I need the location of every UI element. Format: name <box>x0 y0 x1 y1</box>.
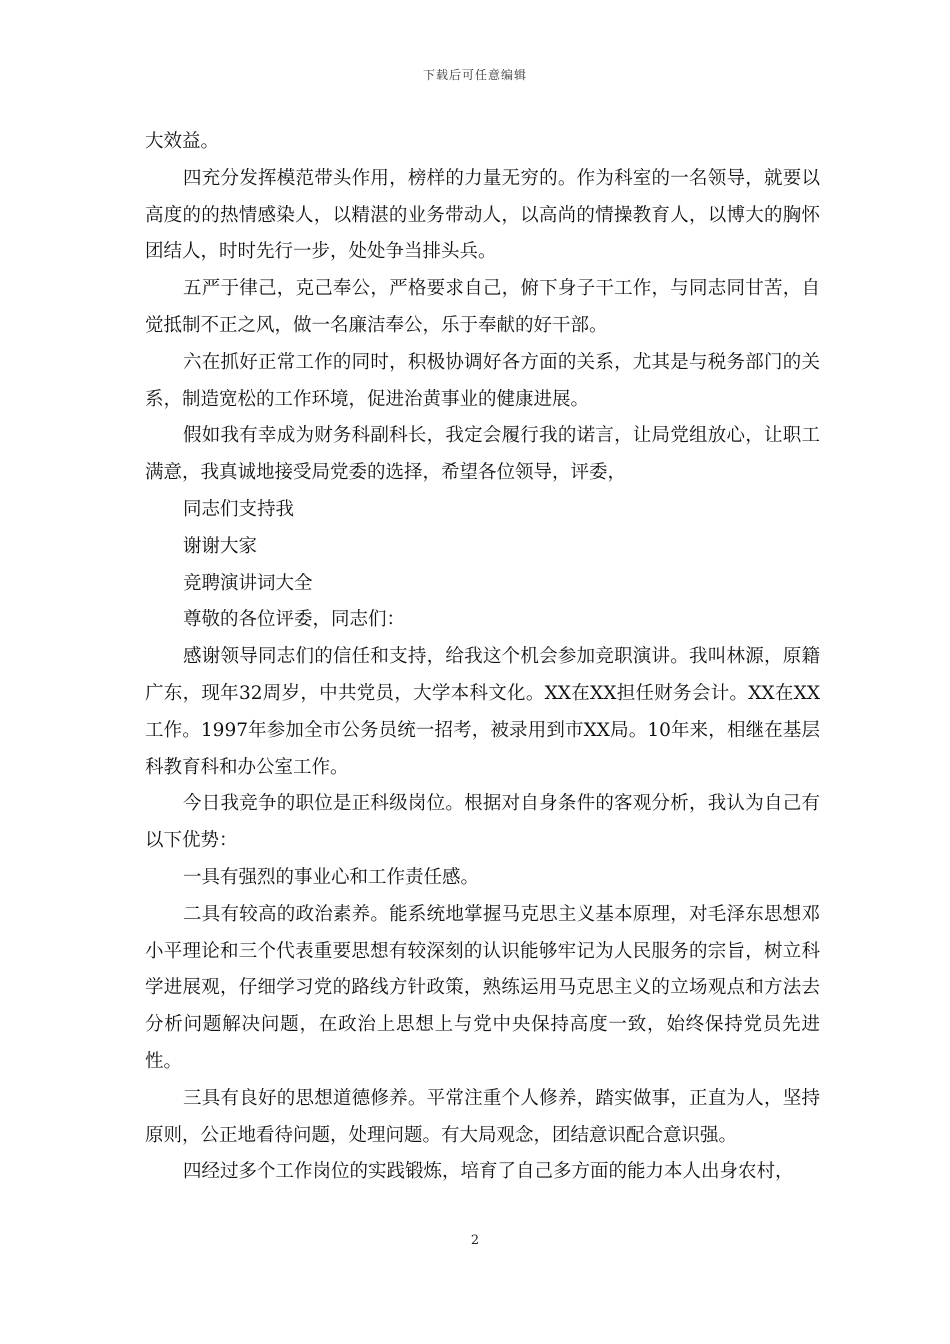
body-paragraph: 大效益。 <box>145 131 220 152</box>
body-paragraph: 今日我竞争的职位是正科级岗位。根据对自身条件的客观分析，我认为自己有以下优势： <box>145 793 820 852</box>
salutation: 尊敬的各位评委，同志们： <box>183 609 406 631</box>
page-header: 下载后可任意编辑 <box>422 68 527 82</box>
body-paragraph: 二具有较高的政治素养。能系统地掌握马克思主义基本原理，对毛泽东思想邓小平理论和三个代表重要思想有较深刻的认识能够牢记为人民服务的宗旨，树立科学进展观，仔细学习党的路线方针政策，熟练运用马克思主义的立场观点和方法去分析问题解决问题，在政治上思想上与党中央保持高度一致，始终保持党员先进性。 <box>145 903 820 1072</box>
body-paragraph: 四充分发挥模范带头作用，榜样的力量无穷的。作为科室的一名领导，就要以高度的的热情感染人，以精湛的业务带动人，以高尚的情操教育人，以博大的胸怀团结人，时时先行一步，处处争当排头兵。 <box>145 167 820 263</box>
body-paragraph: 感谢领导同志们的信任和支持，给我这个机会参加竞职演讲。我叫林源，原籍广东，现年32周岁，中共党员，大学本科文化。XX在XX担任财务会计。XX在XX工作。1997年参加全市公务员统一招考，被录用到市XX局。10年来，相继在基层科教育科和办公室工作。 <box>145 646 820 778</box>
body-paragraph: 一具有强烈的事业心和工作责任感。 <box>183 866 480 888</box>
page-number: 2 <box>470 1233 480 1248</box>
body-paragraph: 四经过多个工作岗位的实践锻炼，培育了自己多方面的能力本人出身农村， <box>183 1161 794 1183</box>
body-paragraph: 同志们支持我 <box>183 498 295 520</box>
body-paragraph: 谢谢大家 <box>183 535 258 557</box>
body-paragraph: 六在抓好正常工作的同时，积极协调好各方面的关系，尤其是与税务部门的关系，制造宽松的工作环境，促进治黄事业的健康进展。 <box>145 351 820 410</box>
section-title: 竞聘演讲词大全 <box>183 572 313 594</box>
body-paragraph: 五严于律己，克己奉公，严格要求自己，俯下身子干工作，与同志同甘苦，自觉抵制不正之风，做一名廉洁奉公，乐于奉献的好干部。 <box>145 278 820 336</box>
body-paragraph: 假如我有幸成为财务科副科长，我定会履行我的诺言，让局党组放心，让职工满意，我真诚地接受局党委的选择，希望各位领导，评委， <box>145 425 820 484</box>
body-paragraph: 三具有良好的思想道德修养。平常注重个人修养，踏实做事，正直为人，坚持原则，公正地看待问题，处理问题。有大局观念，团结意识配合意识强。 <box>145 1087 820 1146</box>
document-body <box>145 124 820 1191</box>
